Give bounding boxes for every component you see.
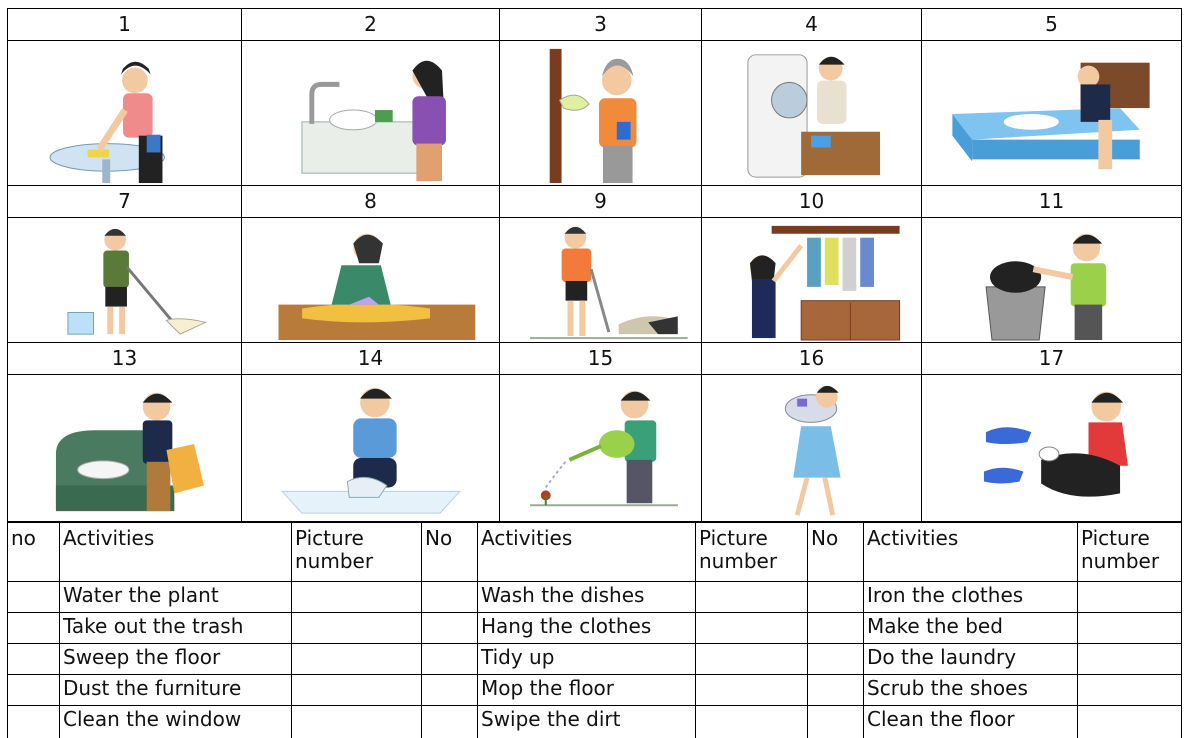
picture-number-label: 3 (499, 8, 702, 41)
picture-number-cell[interactable] (291, 643, 422, 675)
activity-cell: Take out the trash (59, 612, 292, 644)
picture-carry-laundry (701, 374, 922, 522)
column-header-activities: Activities (59, 522, 292, 582)
picture-number-label: 1 (7, 8, 242, 41)
picture-make-bed (921, 40, 1182, 186)
iron-clothes-illustration (242, 218, 499, 342)
picture-number-cell[interactable] (1077, 643, 1182, 675)
picture-number-label: 10 (701, 185, 922, 218)
activity-cell: Swipe the dirt (477, 705, 696, 738)
picture-sweep-dirt (499, 217, 702, 343)
column-header-activities: Activities (477, 522, 696, 582)
picture-number-label: 9 (499, 185, 702, 218)
column-header-picture-number: Picture number (291, 522, 422, 582)
no-cell (7, 705, 60, 738)
picture-number-cell[interactable] (1077, 581, 1182, 613)
picture-number-cell[interactable] (695, 612, 808, 644)
scrub-shoes-illustration (922, 375, 1181, 521)
activity-cell: Water the plant (59, 581, 292, 613)
column-header-no: No (807, 522, 864, 582)
activity-cell: Wash the dishes (477, 581, 696, 613)
no-cell (421, 612, 478, 644)
picture-hang-clothes (701, 217, 922, 343)
no-cell (7, 581, 60, 613)
picture-number-cell[interactable] (1077, 674, 1182, 706)
carry-laundry-illustration (702, 375, 921, 521)
hang-clothes-illustration (702, 218, 921, 342)
picture-dust-furniture (499, 40, 702, 186)
picture-scrub-floor (241, 374, 500, 522)
washing-machine-illustration (702, 41, 921, 185)
picture-number-label: 14 (241, 342, 500, 375)
column-header-no: no (7, 522, 60, 582)
picture-number-cell[interactable] (695, 674, 808, 706)
activity-cell: Iron the clothes (863, 581, 1078, 613)
activity-cell: Do the laundry (863, 643, 1078, 675)
no-cell (807, 612, 864, 644)
picture-number-label: 4 (701, 8, 922, 41)
no-cell (807, 705, 864, 738)
column-header-activities: Activities (863, 522, 1078, 582)
no-cell (421, 581, 478, 613)
no-cell (807, 674, 864, 706)
picture-mop-floor (7, 217, 242, 343)
picture-number-cell[interactable] (291, 705, 422, 738)
picture-number-cell[interactable] (291, 581, 422, 613)
activity-cell: Clean the window (59, 705, 292, 738)
picture-number-label: 16 (701, 342, 922, 375)
dust-furniture-illustration (500, 41, 701, 185)
picture-tidy-sofa (7, 374, 242, 522)
column-header-picture-number: Picture number (1077, 522, 1182, 582)
sweep-dirt-illustration (500, 218, 701, 342)
picture-number-cell[interactable] (695, 705, 808, 738)
picture-water-plant (499, 374, 702, 522)
picture-wash-dishes (241, 40, 500, 186)
picture-iron-clothes (241, 217, 500, 343)
picture-number-label: 15 (499, 342, 702, 375)
no-cell (421, 643, 478, 675)
wipe-table-illustration (8, 41, 241, 185)
activity-cell: Sweep the floor (59, 643, 292, 675)
picture-number-cell[interactable] (695, 581, 808, 613)
picture-number-label: 7 (7, 185, 242, 218)
column-header-no: No (421, 522, 478, 582)
no-cell (807, 643, 864, 675)
activity-cell: Make the bed (863, 612, 1078, 644)
activity-cell: Clean the floor (863, 705, 1078, 738)
scrub-floor-illustration (242, 375, 499, 521)
take-out-trash-illustration (922, 218, 1181, 342)
no-cell (421, 674, 478, 706)
picture-number-label: 13 (7, 342, 242, 375)
picture-number-cell[interactable] (695, 643, 808, 675)
tidy-sofa-illustration (8, 375, 241, 521)
picture-number-cell[interactable] (1077, 612, 1182, 644)
picture-number-label: 8 (241, 185, 500, 218)
wash-dishes-illustration (242, 41, 499, 185)
activity-cell: Hang the clothes (477, 612, 696, 644)
activities-table (7, 522, 1182, 738)
mop-floor-illustration (8, 218, 241, 342)
picture-take-out-trash (921, 217, 1182, 343)
picture-number-cell[interactable] (291, 674, 422, 706)
picture-number-label: 5 (921, 8, 1182, 41)
picture-number-label: 17 (921, 342, 1182, 375)
no-cell (807, 581, 864, 613)
activity-cell: Mop the floor (477, 674, 696, 706)
picture-washing-machine (701, 40, 922, 186)
picture-number-label: 2 (241, 8, 500, 41)
no-cell (7, 674, 60, 706)
no-cell (7, 612, 60, 644)
activity-cell: Scrub the shoes (863, 674, 1078, 706)
picture-wipe-table (7, 40, 242, 186)
activity-cell: Tidy up (477, 643, 696, 675)
picture-number-cell[interactable] (291, 612, 422, 644)
no-cell (7, 643, 60, 675)
no-cell (421, 705, 478, 738)
column-header-picture-number: Picture number (695, 522, 808, 582)
picture-number-label: 11 (921, 185, 1182, 218)
picture-number-cell[interactable] (1077, 705, 1182, 738)
water-plant-illustration (500, 375, 701, 521)
make-bed-illustration (922, 41, 1181, 185)
picture-scrub-shoes (921, 374, 1182, 522)
activity-cell: Dust the furniture (59, 674, 292, 706)
